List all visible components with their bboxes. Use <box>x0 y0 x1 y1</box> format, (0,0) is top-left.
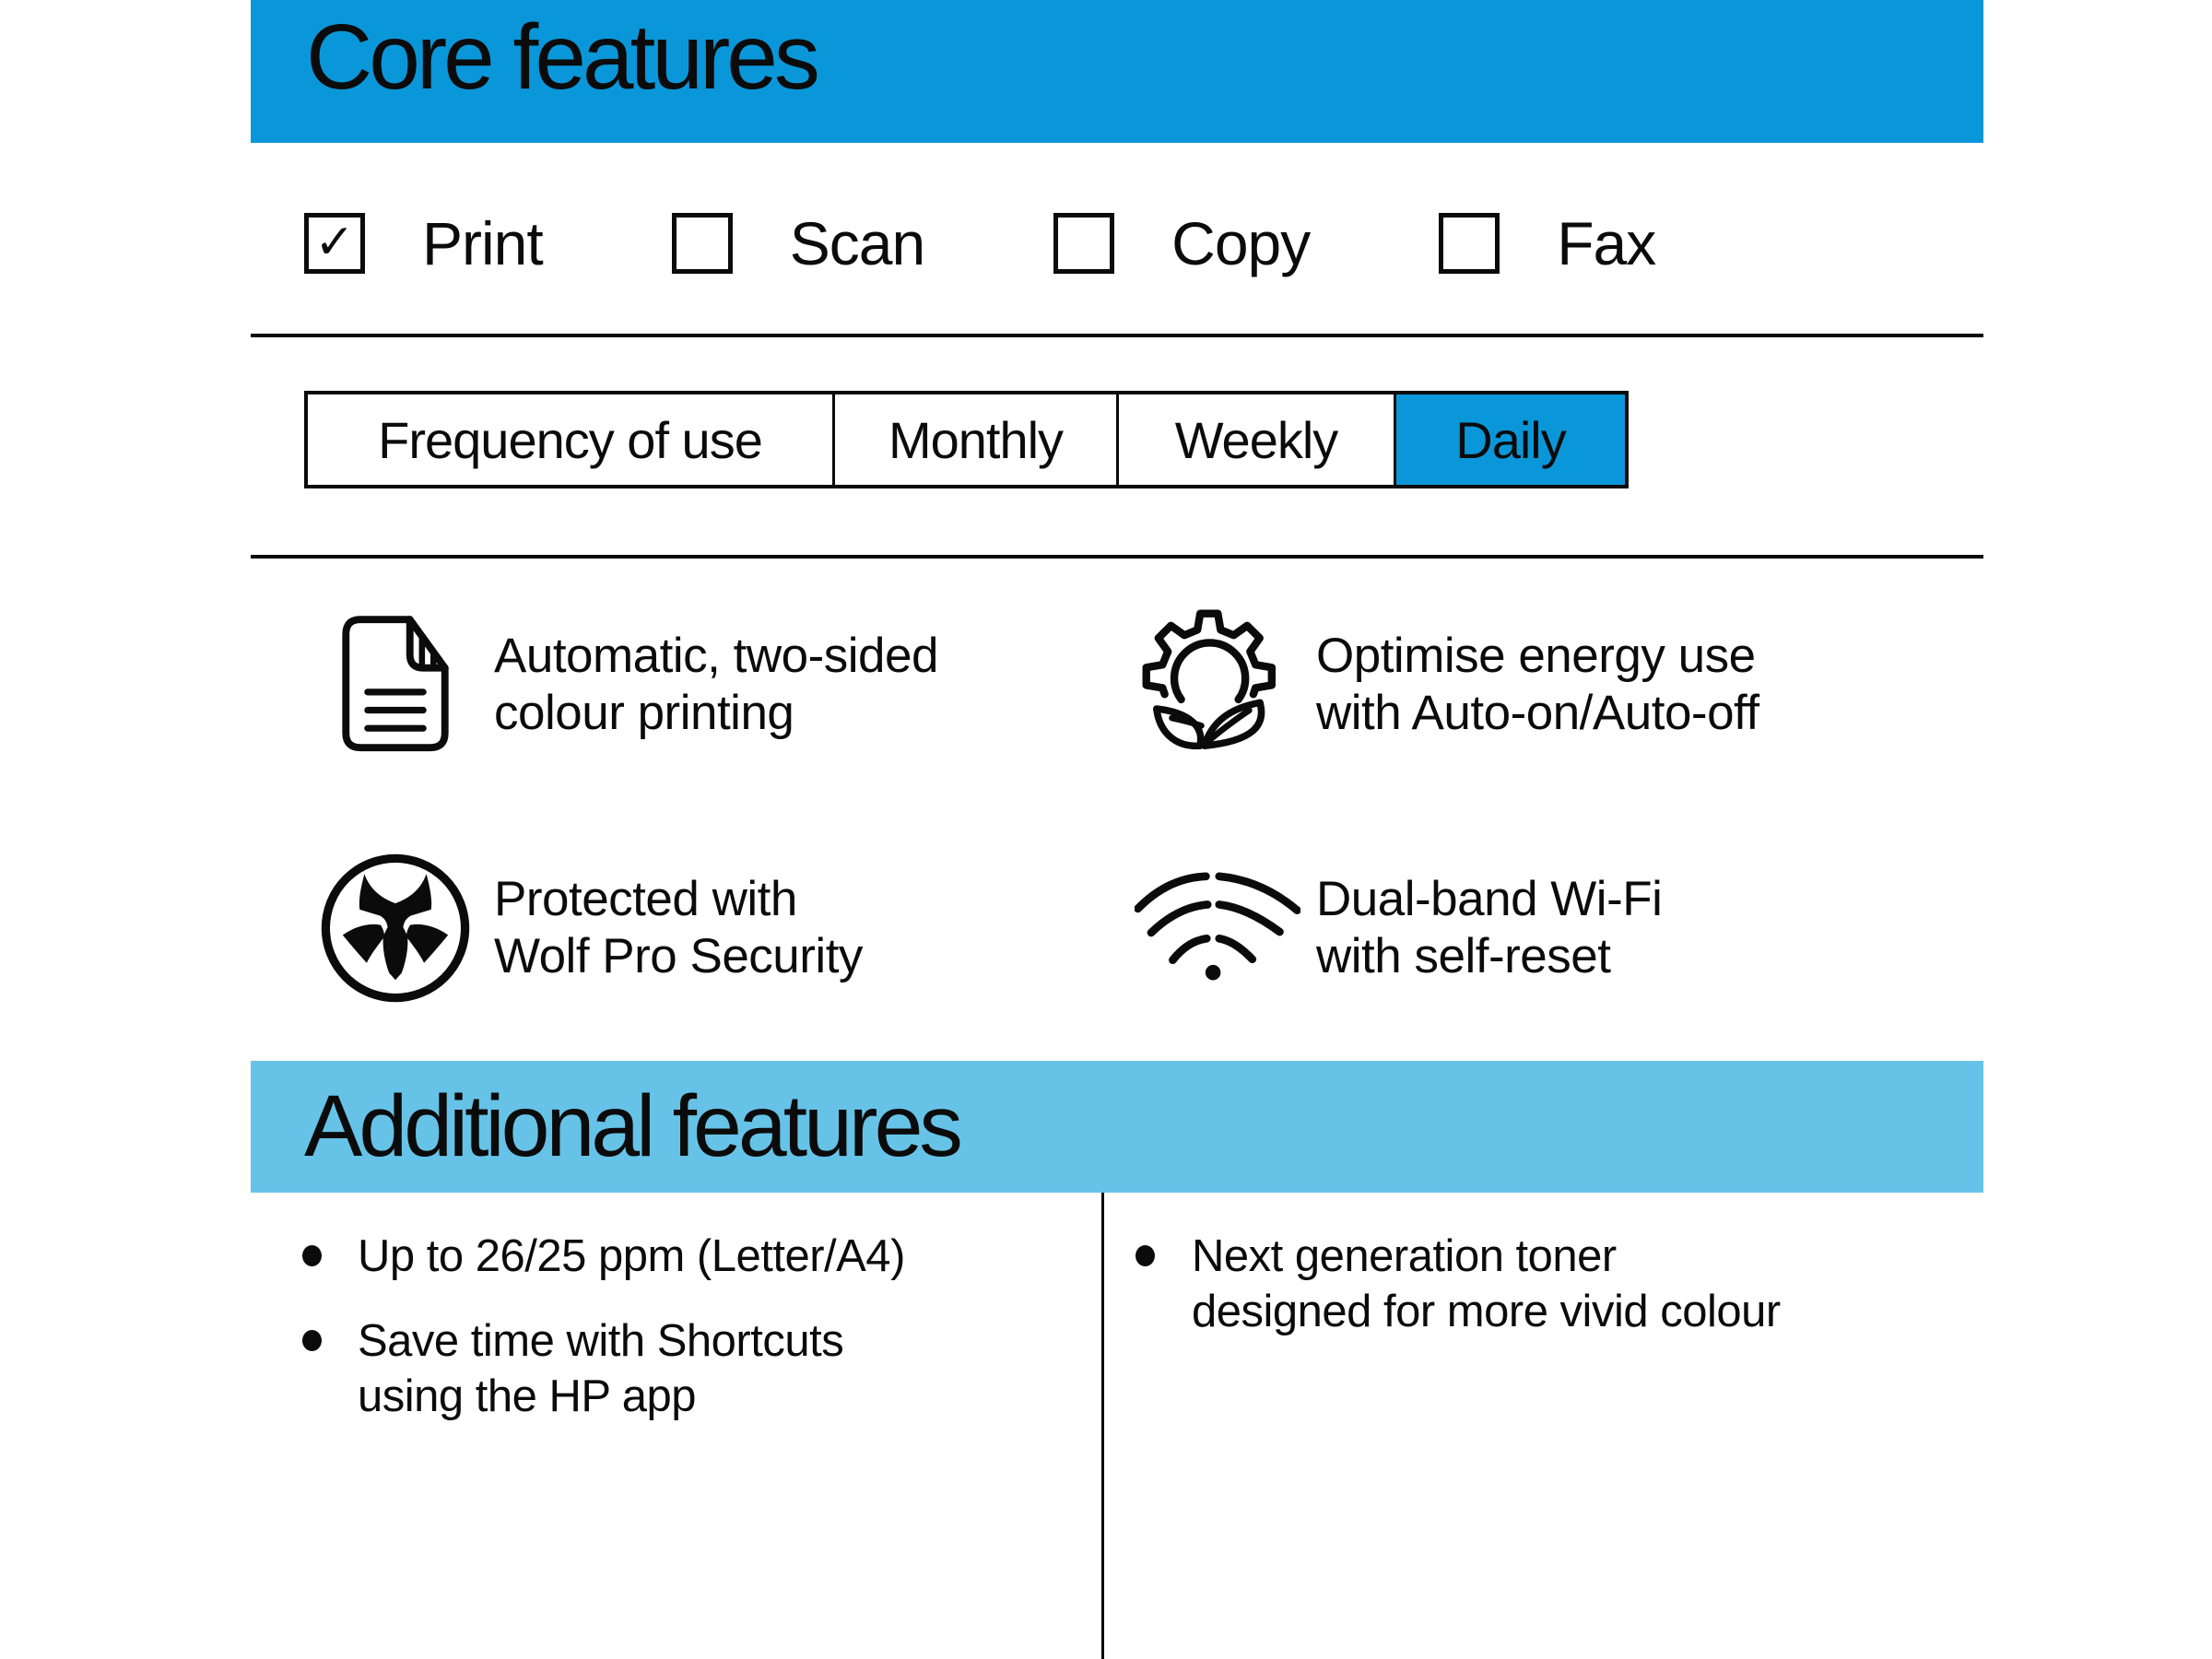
bullet-dot-icon <box>1135 1245 1155 1266</box>
core-features-title: Core features <box>306 6 817 109</box>
bullet-text-line: Save time with Shortcuts <box>358 1316 844 1366</box>
checkbox-fax[interactable] <box>1439 213 1500 274</box>
additional-features-banner <box>251 1061 1983 1193</box>
capability-fax[interactable] <box>1439 208 1655 278</box>
capability-label-copy: Copy <box>1171 209 1311 277</box>
bullet-text-line: designed for more vivid colour <box>1192 1287 1781 1336</box>
bullet-text-line: Up to 26/25 ppm (Letter/A4) <box>358 1231 905 1281</box>
section-divider-2 <box>251 555 1983 559</box>
dual-band-wifi-icon <box>1130 850 1305 1006</box>
capabilities-row <box>304 209 2212 277</box>
bullet-list-right <box>1101 1193 2212 1659</box>
feature-text-line: Dual-band Wi-Fi <box>1316 872 1663 926</box>
core-features-banner <box>251 0 1983 143</box>
bullet-item <box>1135 1229 2212 1339</box>
bullet-dot-icon <box>302 1245 322 1266</box>
capability-scan[interactable] <box>672 208 924 278</box>
checkbox-scan[interactable] <box>672 213 733 274</box>
frequency-table <box>304 391 1629 488</box>
capability-label-scan: Scan <box>789 209 925 277</box>
capability-label-print: Print <box>422 209 543 277</box>
bullet-text-line: using the HP app <box>358 1371 697 1421</box>
additional-features-section <box>0 1193 2212 1659</box>
feature-text-line: Protected with <box>494 872 797 926</box>
feature-dual-band-wifi <box>1130 850 1983 1006</box>
additional-features-title: Additional features <box>304 1077 959 1175</box>
column-divider <box>1101 1193 1104 1659</box>
frequency-option-daily[interactable]: Daily <box>1394 394 1625 485</box>
feature-wolf-security <box>308 850 1130 1006</box>
frequency-header-cell: Frequency of use <box>378 410 762 469</box>
feature-duplex-printing <box>308 606 1130 763</box>
feature-text-line: Wolf Pro Security <box>494 929 863 983</box>
wolf-security-icon <box>308 850 483 1006</box>
energy-gear-leaf-icon <box>1130 606 1305 763</box>
bullet-list-left <box>0 1193 1101 1659</box>
checkbox-copy[interactable] <box>1053 213 1114 274</box>
bullet-dot-icon <box>302 1330 322 1351</box>
capability-copy[interactable] <box>1053 208 1310 278</box>
bullet-item <box>302 1229 1101 1284</box>
duplex-document-icon <box>308 606 483 763</box>
checkbox-print[interactable] <box>304 213 365 274</box>
feature-text-line: Automatic, two-sided <box>494 629 938 683</box>
feature-text-line: with self-reset <box>1316 929 1611 983</box>
bullet-item <box>302 1313 1101 1424</box>
checkmark-icon: ✓ <box>314 215 355 270</box>
feature-text-line: with Auto-on/Auto-off <box>1316 686 1759 740</box>
capability-print[interactable] <box>304 208 543 278</box>
frequency-option-weekly[interactable]: Weekly <box>1116 394 1394 485</box>
feature-text-line: Optimise energy use <box>1316 629 1756 683</box>
section-divider-1 <box>251 334 1983 337</box>
core-feature-grid <box>308 606 1983 1006</box>
frequency-option-monthly[interactable]: Monthly <box>832 394 1116 485</box>
bullet-text-line: Next generation toner <box>1192 1231 1617 1281</box>
feature-energy-saving <box>1130 606 1983 763</box>
feature-text-line: colour printing <box>494 686 794 740</box>
capability-label-fax: Fax <box>1557 209 1656 277</box>
